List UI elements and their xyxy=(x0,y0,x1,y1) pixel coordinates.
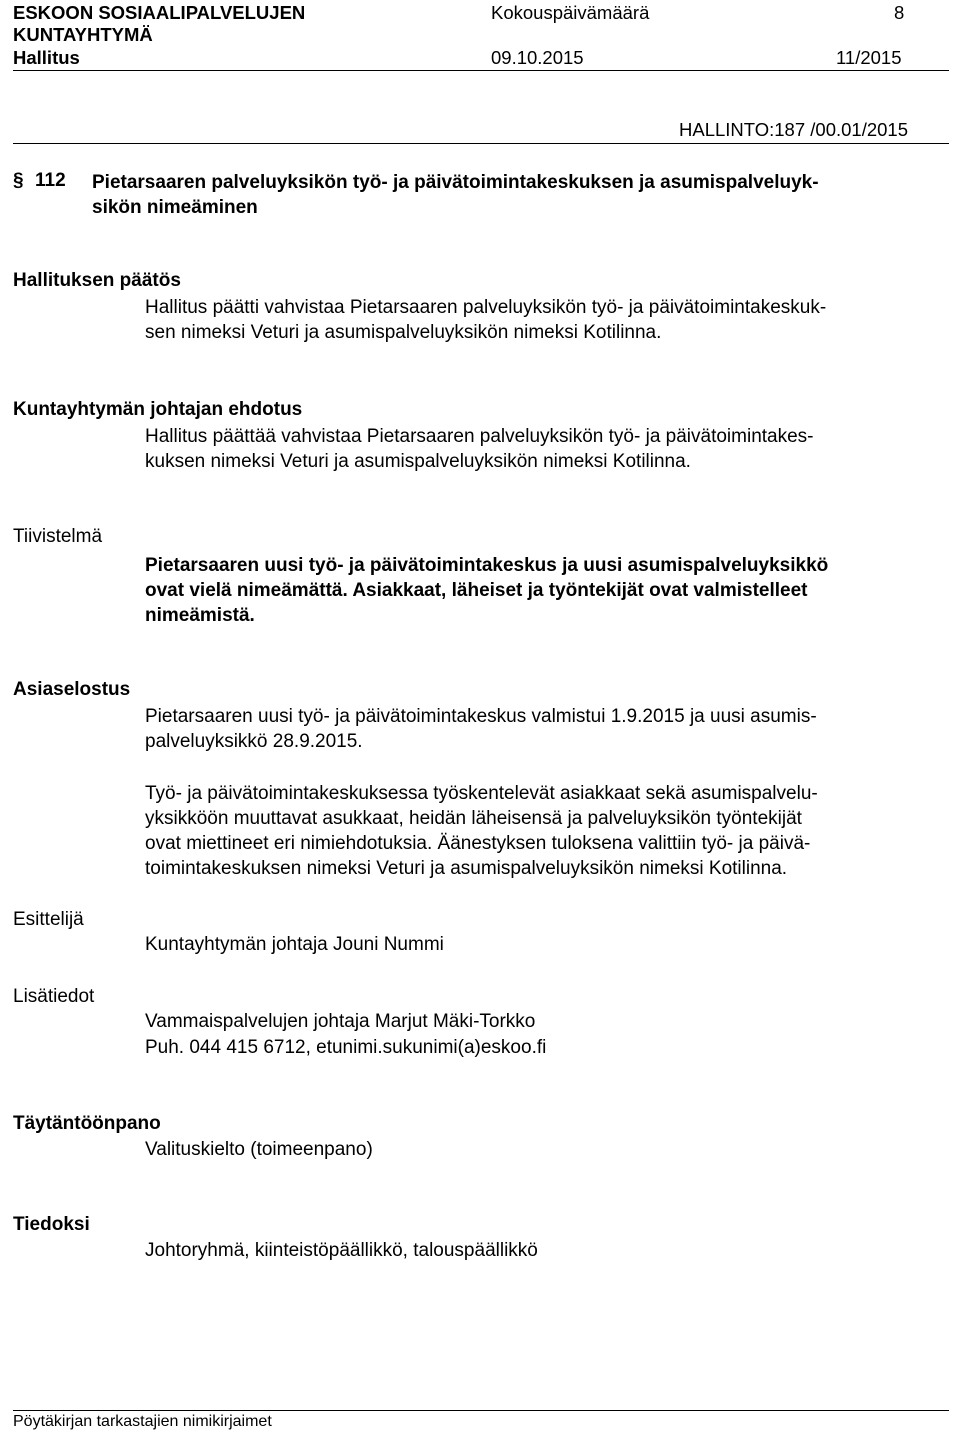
organization-name-line2: KUNTAYHTYMÄ xyxy=(13,24,153,45)
organization-name: ESKOON SOSIAALIPALVELUJEN xyxy=(13,2,306,23)
summary-text-line3: nimeämistä. xyxy=(145,605,255,626)
implementation-heading: Täytäntöönpano xyxy=(13,1113,161,1134)
footer-divider xyxy=(13,1410,949,1411)
explanation-p1-line2: palveluyksikkö 28.9.2015. xyxy=(145,731,363,752)
proposal-heading: Kuntayhtymän johtajan ehdotus xyxy=(13,399,303,420)
item-title-line1: Pietarsaaren palveluyksikön työ- ja päivätoimintakeskuksen ja asumispalveluyk- xyxy=(92,172,819,193)
decision-heading: Hallituksen päätös xyxy=(13,270,181,291)
presenter-value: Kuntayhtymän johtaja Jouni Nummi xyxy=(145,934,444,955)
footer-initials-label: Pöytäkirjan tarkastajien nimikirjaimet xyxy=(13,1413,272,1430)
more-info-line2: Puh. 044 415 6712, etunimi.sukunimi(a)eskoo.fi xyxy=(145,1037,547,1058)
reference-number: HALLINTO:187 /00.01/2015 xyxy=(679,119,909,140)
meeting-number: 11/2015 xyxy=(836,47,902,68)
governing-body: Hallitus xyxy=(13,47,80,68)
section-mark: § xyxy=(13,170,24,191)
decision-text-line1: Hallitus päätti vahvistaa Pietarsaaren palveluyksikön työ- ja päivätoimintakeskuk- xyxy=(145,297,827,318)
explanation-p2-line2: yksikköön muuttavat asukkaat, heidän läheisensä ja palveluyksikön työntekijät xyxy=(145,808,802,829)
summary-text-line2: ovat vielä nimeämättä. Asiakkaat, läheiset ja työntekijät ovat valmistelleet xyxy=(145,580,808,601)
explanation-p2-line4: toimintakeskuksen nimeksi Veturi ja asumispalveluyksikön nimeksi Kotilinna. xyxy=(145,858,788,879)
summary-heading: Tiivistelmä xyxy=(13,526,103,547)
page-number: 8 xyxy=(894,2,905,23)
more-info-line1: Vammaispalvelujen johtaja Marjut Mäki-Torkko xyxy=(145,1011,536,1032)
item-title-line2: sikön nimeäminen xyxy=(92,197,258,218)
meeting-date: 09.10.2015 xyxy=(491,47,584,68)
summary-text-line1: Pietarsaaren uusi työ- ja päivätoimintakeskus ja uusi asumispalveluyksikkö xyxy=(145,555,829,576)
explanation-heading: Asiaselostus xyxy=(13,679,131,700)
notification-value: Johtoryhmä, kiinteistöpäällikkö, talouspäällikkö xyxy=(145,1240,538,1261)
explanation-p2-line1: Työ- ja päivätoimintakeskuksessa työskentelevät asiakkaat sekä asumispalvelu- xyxy=(145,783,818,804)
reference-divider xyxy=(13,143,949,144)
explanation-p2-line3: ovat miettineet eri nimiehdotuksia. Äänestyksen tuloksena valittiin työ- ja päivä- xyxy=(145,833,811,854)
implementation-value: Valituskielto (toimeenpano) xyxy=(145,1139,373,1160)
meeting-date-label: Kokouspäivämäärä xyxy=(491,2,650,23)
more-info-label: Lisätiedot xyxy=(13,986,95,1007)
header-divider xyxy=(13,70,949,71)
decision-text-line2: sen nimeksi Veturi ja asumispalveluyksikön nimeksi Kotilinna. xyxy=(145,322,662,343)
notification-heading: Tiedoksi xyxy=(13,1214,90,1235)
presenter-label: Esittelijä xyxy=(13,909,84,930)
proposal-text-line1: Hallitus päättää vahvistaa Pietarsaaren palveluyksikön työ- ja päivätoimintakes- xyxy=(145,426,814,447)
item-number: 112 xyxy=(35,170,66,191)
explanation-p1-line1: Pietarsaaren uusi työ- ja päivätoimintakeskus valmistui 1.9.2015 ja uusi asumis- xyxy=(145,706,817,727)
proposal-text-line2: kuksen nimeksi Veturi ja asumispalveluyksikön nimeksi Kotilinna. xyxy=(145,451,691,472)
